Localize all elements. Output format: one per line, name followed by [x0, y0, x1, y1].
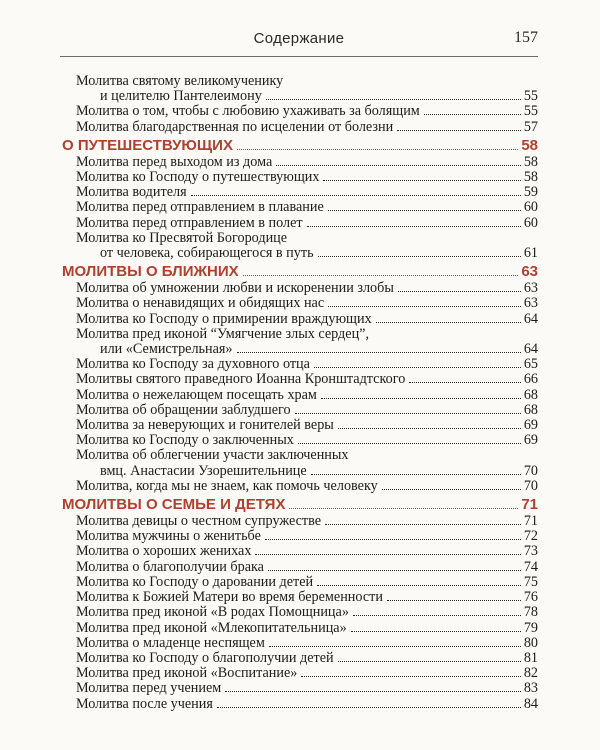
dot-leader	[298, 443, 521, 444]
entry-page-number: 74	[523, 558, 538, 575]
entry-title: Молитва после учения	[76, 695, 213, 712]
entry-page-number: 63	[523, 280, 538, 297]
entry-title: Молитва о благополучии брака	[76, 558, 264, 575]
entry-page-number: 75	[523, 573, 538, 590]
toc-entry	[76, 216, 538, 231]
toc-entry	[76, 448, 538, 478]
dot-leader	[237, 352, 521, 353]
toc-entry	[76, 372, 538, 387]
entry-title: Молитва о ненавидящих и обидящих нас	[76, 295, 325, 312]
entry-title: или «Семистрельная»	[100, 341, 233, 358]
dot-leader	[328, 306, 521, 307]
entry-page-number: 60	[523, 214, 538, 231]
entry-page-number: 65	[523, 356, 538, 373]
entry-title-continuation	[100, 246, 538, 261]
toc-entry	[76, 697, 538, 712]
dot-leader	[314, 367, 521, 368]
entry-title: Молитва перед отправлением в полет	[76, 214, 303, 231]
toc-entry	[76, 403, 538, 418]
section-title: МОЛИТВЫ О БЛИЖНИХ	[62, 263, 239, 281]
entry-page-number: 57	[523, 118, 538, 135]
dot-leader	[289, 508, 518, 509]
dot-leader	[318, 256, 521, 257]
toc-entry	[76, 529, 538, 544]
dot-leader	[217, 707, 521, 708]
entry-page-number: 64	[523, 341, 538, 358]
toc-entry	[76, 388, 538, 403]
section-page-number: 63	[521, 263, 538, 281]
entry-page-number: 76	[523, 589, 538, 606]
entry-title: Молитва благодарственная по исцелении от болезни	[76, 118, 394, 135]
toc-entry	[76, 312, 538, 327]
toc-entry	[76, 357, 538, 372]
dot-leader	[398, 291, 521, 292]
toc-entry	[76, 590, 538, 605]
section-heading	[62, 137, 538, 154]
entry-title: Молитва мужчины о женитьбе	[76, 528, 261, 545]
dot-leader	[387, 600, 521, 601]
toc-entry	[76, 281, 538, 296]
dot-leader	[269, 646, 521, 647]
entry-page-number: 72	[523, 528, 538, 545]
entry-page-number: 81	[523, 649, 538, 666]
entry-page-number: 82	[523, 665, 538, 682]
toc-entry	[76, 231, 538, 261]
dot-leader	[317, 585, 521, 586]
dot-leader	[338, 428, 521, 429]
entry-title: Молитва водителя	[76, 184, 187, 201]
dot-leader	[353, 615, 521, 616]
toc-entry	[76, 296, 538, 311]
entry-title: вмц. Анастасии Узорешительнице	[100, 462, 307, 479]
entry-title: Молитва о младенце неспящем	[76, 634, 265, 651]
dot-leader	[382, 489, 521, 490]
dot-leader	[321, 398, 521, 399]
entry-page-number: 80	[523, 634, 538, 651]
toc-entry	[76, 120, 538, 135]
toc-entry	[76, 605, 538, 620]
entry-page-number: 64	[523, 310, 538, 327]
entry-title: Молитва ко Господу о благополучии детей	[76, 649, 334, 666]
toc-entry	[76, 170, 538, 185]
entry-title: Молитва перед учением	[76, 680, 222, 697]
entry-title: Молитва ко Господу о даровании детей	[76, 573, 314, 590]
dot-leader	[323, 180, 520, 181]
toc-entry	[76, 636, 538, 651]
entry-page-number: 68	[523, 401, 538, 418]
entry-page-number: 73	[523, 543, 538, 560]
entry-title: Молитва пред иконой «Воспитание»	[76, 665, 298, 682]
entry-title: Молитва к Божией Матери во время беременности	[76, 589, 383, 606]
dot-leader	[266, 99, 521, 100]
entry-title: Молитва ко Пресвятой Богородице	[76, 229, 288, 246]
entry-title: Молитва о нежелающем посещать храм	[76, 386, 317, 403]
page-number: 157	[514, 29, 538, 46]
dot-leader	[276, 165, 521, 166]
section-page-number: 71	[521, 496, 538, 514]
entry-page-number: 55	[523, 88, 538, 105]
section-heading	[62, 496, 538, 513]
entry-title: Молитва пред иконой «Млекопитательница»	[76, 619, 347, 636]
entry-page-number: 69	[523, 417, 538, 434]
section-page-number: 58	[521, 136, 538, 154]
toc-entry	[76, 104, 538, 119]
entry-page-number: 61	[523, 245, 538, 262]
dot-leader	[268, 570, 521, 571]
entry-title: Молитва о том, чтобы с любовию ухаживать за болящим	[76, 103, 420, 120]
entry-title: Молитва ко Господу о примирении враждующих	[76, 310, 372, 327]
entry-title-continuation	[100, 342, 538, 357]
entry-title: Молитва пред иконой “Умягчение злых сердец”,	[76, 325, 370, 342]
entry-page-number: 68	[523, 386, 538, 403]
dot-leader	[307, 226, 521, 227]
toc-entry	[76, 514, 538, 529]
toc-entry	[76, 575, 538, 590]
dot-leader	[243, 275, 519, 276]
header-rule	[60, 56, 538, 57]
dot-leader	[424, 114, 521, 115]
entry-title: Молитва перед отправлением в плавание	[76, 199, 324, 216]
entry-page-number: 60	[523, 199, 538, 216]
toc-entry	[76, 433, 538, 448]
dot-leader	[237, 149, 518, 150]
entry-title-continuation	[100, 89, 538, 104]
toc-entry	[76, 327, 538, 357]
toc-entry	[76, 479, 538, 494]
dot-leader	[338, 661, 521, 662]
dot-leader	[225, 691, 521, 692]
toc-entry	[76, 155, 538, 170]
entry-title: Молитва святому великомученику	[76, 73, 284, 89]
dot-leader	[255, 554, 520, 555]
dot-leader	[191, 195, 521, 196]
entry-title: Молитва перед выходом из дома	[76, 153, 273, 170]
section-heading	[62, 263, 538, 280]
toc-entry	[76, 666, 538, 681]
section-title: О ПУТЕШЕСТВУЮЩИХ	[62, 136, 233, 154]
dot-leader	[301, 676, 520, 677]
entry-title: Молитва ко Господу за духовного отца	[76, 356, 310, 373]
entry-title: и целителю Пантелеимону	[100, 88, 262, 105]
entry-page-number: 66	[523, 371, 538, 388]
toc-entry	[76, 621, 538, 636]
dot-leader	[325, 524, 521, 525]
dot-leader	[311, 474, 521, 475]
entry-title: от человека, собирающегося в путь	[100, 245, 314, 262]
entry-page-number: 58	[523, 169, 538, 186]
dot-leader	[328, 210, 521, 211]
entry-page-number: 78	[523, 604, 538, 621]
toc-entry	[76, 418, 538, 433]
entry-title: Молитва ко Господу о путешествующих	[76, 169, 320, 186]
entry-page-number: 58	[523, 153, 538, 170]
entry-title: Молитва об умножении любви и искоренении злобы	[76, 280, 394, 297]
entry-page-number: 79	[523, 619, 538, 636]
entry-page-number: 69	[523, 432, 538, 449]
dot-leader	[409, 382, 521, 383]
toc-entry	[76, 200, 538, 215]
entry-title: Молитва ко Господу о заключенных	[76, 432, 294, 449]
dot-leader	[295, 413, 521, 414]
entry-title: Молитва девицы о честном супружестве	[76, 513, 322, 530]
entry-page-number: 83	[523, 680, 538, 697]
entry-title: Молитва пред иконой «В родах Помощница»	[76, 604, 349, 621]
entry-title: Молитва, когда мы не знаем, как помочь человеку	[76, 477, 378, 494]
entry-page-number: 59	[523, 184, 538, 201]
entry-page-number: 63	[523, 295, 538, 312]
running-title: Содержание	[253, 30, 345, 47]
toc-entry	[76, 681, 538, 696]
table-of-contents	[62, 74, 538, 712]
dot-leader	[351, 631, 521, 632]
entry-page-number: 70	[523, 462, 538, 479]
dot-leader	[265, 539, 521, 540]
section-title: МОЛИТВЫ О СЕМЬЕ И ДЕТЯХ	[62, 496, 286, 514]
entry-title: Молитвы святого праведного Иоанна Кронштадтского	[76, 371, 406, 388]
running-header	[60, 30, 538, 54]
dot-leader	[397, 130, 521, 131]
entry-page-number: 84	[523, 695, 538, 712]
dot-leader	[376, 322, 521, 323]
toc-entry	[76, 74, 538, 104]
toc-entry	[76, 560, 538, 575]
entry-title-continuation	[100, 464, 538, 479]
toc-entry	[76, 651, 538, 666]
entry-title: Молитва за неверующих и гонителей веры	[76, 417, 334, 434]
entry-page-number: 70	[523, 477, 538, 494]
entry-title: Молитва об облегчении участи заключенных	[76, 447, 349, 464]
entry-title: Молитва о хороших женихах	[76, 543, 252, 560]
toc-entry	[76, 544, 538, 559]
toc-entry	[76, 185, 538, 200]
entry-page-number: 55	[523, 103, 538, 120]
entry-page-number: 71	[523, 513, 538, 530]
entry-title: Молитва об обращении заблудшего	[76, 401, 291, 418]
